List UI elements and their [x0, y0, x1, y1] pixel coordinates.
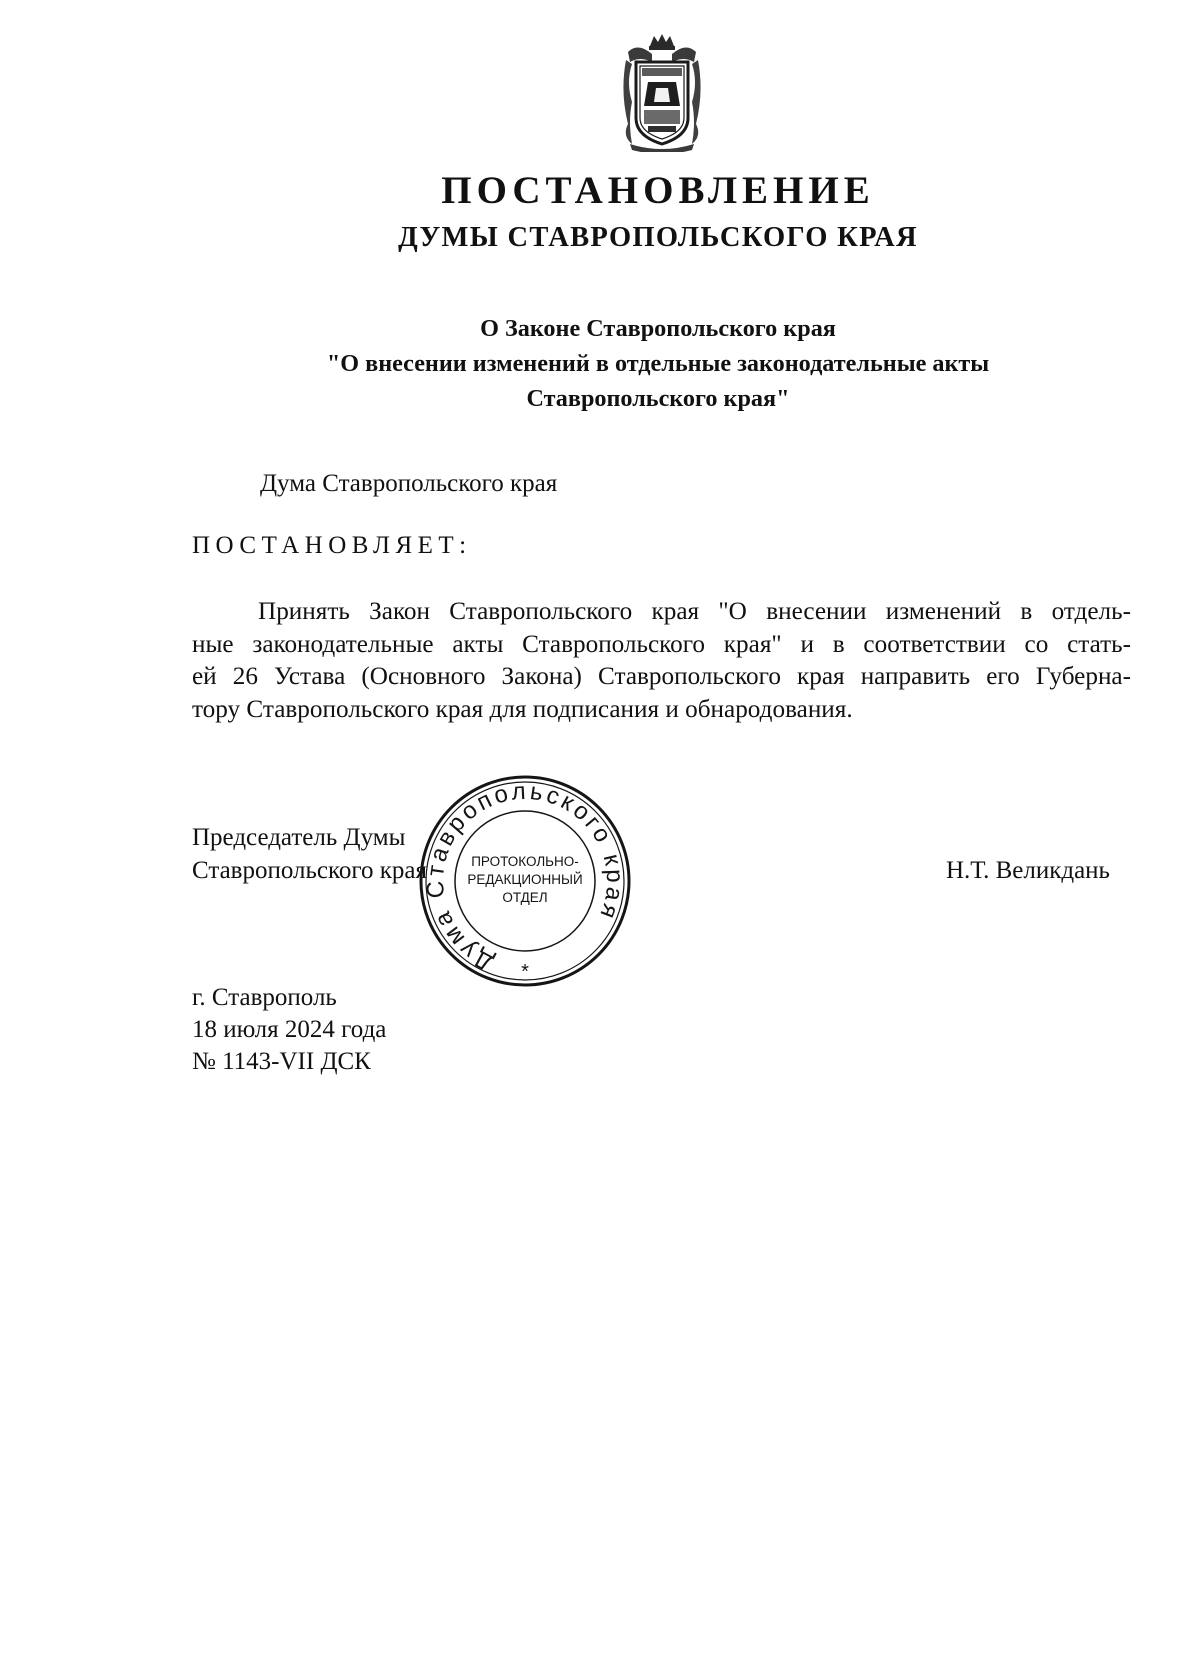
subject-line-3: Ставропольского края": [526, 385, 790, 412]
coat-of-arms-emblem: [618, 32, 706, 152]
stamp-ring-text: Дума Ставропольского края: [421, 777, 629, 977]
signer-title: [192, 822, 427, 887]
document-date: 18 июля 2024 года: [192, 1016, 387, 1043]
document-number: № 1143-VII ДСК: [192, 1048, 371, 1075]
body-line: ей 26 Устава (Основного Закона) Ставропольского края направить его Губерна-: [192, 663, 1131, 690]
stamp-center-line-2: РЕДАКЦИОННЫЙ: [467, 872, 583, 887]
stamp-center-line-1: ПРОТОКОЛЬНО-: [471, 854, 579, 869]
signer-title-line-2: Ставропольского края: [192, 856, 427, 884]
body-line: тору Ставропольского края для подписания и обнародования.: [192, 695, 853, 723]
signer-title-line-1: Председатель Думы: [192, 824, 406, 851]
document-city: г. Ставрополь: [192, 984, 337, 1011]
document-subject: [0, 311, 1200, 416]
body-line: ные законодательные акты Ставропольского края" и в соответствии со стать-: [192, 630, 1131, 658]
stamp-center-line-3: ОТДЕЛ: [502, 890, 548, 905]
document-type-title: ПОСТАНОВЛЕНИЕ: [441, 169, 875, 212]
issuer-text: Дума Ставропольского края: [260, 470, 558, 497]
issuing-authority: ДУМЫ СТАВРОПОЛЬСКОГО КРАЯ: [398, 222, 918, 253]
resolution-body: [192, 596, 1131, 726]
place-date-number: [192, 982, 386, 1078]
body-line: Принять Закон Ставропольского края "О внесении изменений в отдель-: [258, 598, 1131, 625]
resolves-heading: ПОСТАНОВЛЯЕТ:: [192, 532, 472, 559]
round-stamp: [417, 773, 633, 989]
subject-line-1: О Законе Ставропольского края: [480, 315, 836, 342]
signer-name: Н.Т. Великдань: [946, 857, 1110, 884]
stamp-star: *: [521, 961, 529, 983]
subject-line-2: "О внесении изменений в отдельные законодательные акты: [326, 350, 990, 377]
